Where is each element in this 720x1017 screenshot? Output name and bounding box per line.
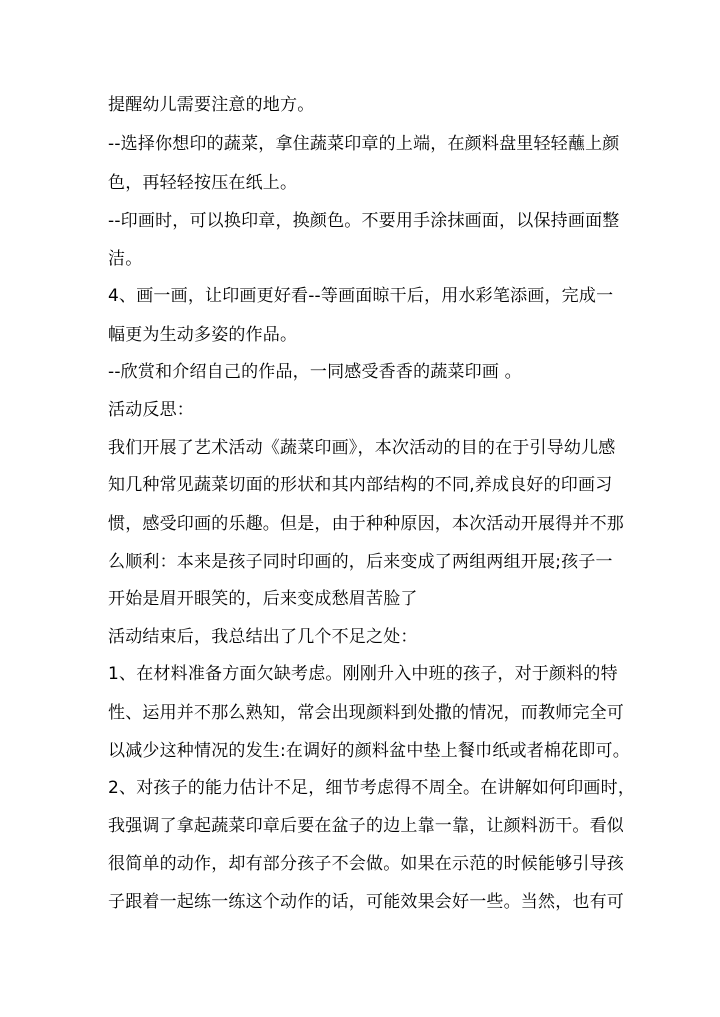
text-line: 提醒幼儿需要注意的地方。 <box>108 95 315 115</box>
text-line: 活动结束后，我总结出了几个不足之处： <box>108 627 418 647</box>
text-line: 性、运用并不那么熟知，常会出现颜料到处撒的情况，而教师完全可 <box>108 703 624 723</box>
text-line: --欣赏和介绍自己的作品，一同感受香香的蔬菜印画 。 <box>108 362 522 382</box>
text-line: 我强调了拿起蔬菜印章后要在盆子的边上靠一靠，让颜料沥干。看似 <box>108 816 624 836</box>
text-line: 以减少这种情况的发生:在调好的颜料盆中垫上餐巾纸或者棉花即可。 <box>108 741 630 761</box>
text-line: 1、在材料准备方面欠缺考虑。刚刚升入中班的孩子，对于颜料的特 <box>108 664 618 684</box>
text-line: 知几种常见蔬菜切面的形状和其内部结构的不同,养成良好的印画习 <box>108 475 613 495</box>
text-line: --印画时，可以换印章，换颜色。不要用手涂抹画面，以保持画面整 <box>108 211 620 231</box>
text-line: 子跟着一起练一练这个动作的话，可能效果会好一些。当然，也有可 <box>108 892 624 912</box>
text-line: --选择你想印的蔬菜，拿住蔬菜印章的上端，在颜料盘里轻轻蘸上颜 <box>108 134 620 154</box>
text-line: 开始是眉开眼笑的，后来变成愁眉苦脸了 <box>108 589 418 609</box>
text-line: 么顺利：本来是孩子同时印画的，后来变成了两组两组开展;孩子一 <box>108 552 613 572</box>
section-heading: 活动反思： <box>108 400 194 420</box>
text-line: 惯，感受印画的乐趣。但是，由于种种原因，本次活动开展得并不那 <box>108 514 624 534</box>
text-line: 我们开展了艺术活动《蔬菜印画》，本次活动的目的在于引导幼儿感 <box>108 438 616 458</box>
text-line: 幅更为生动多姿的作品。 <box>108 325 298 345</box>
text-line: 很简单的动作，却有部分孩子不会做。如果在示范的时候能够引导孩 <box>108 854 624 874</box>
text-line: 色，再轻轻按压在纸上。 <box>108 173 298 193</box>
text-line: 2、对孩子的能力估计不足，细节考虑得不周全。在讲解如何印画时， <box>108 778 636 798</box>
text-line: 4、画一画，让印画更好看--等画面晾干后，用水彩笔添画，完成一 <box>108 286 614 306</box>
text-line: 洁。 <box>108 249 143 269</box>
